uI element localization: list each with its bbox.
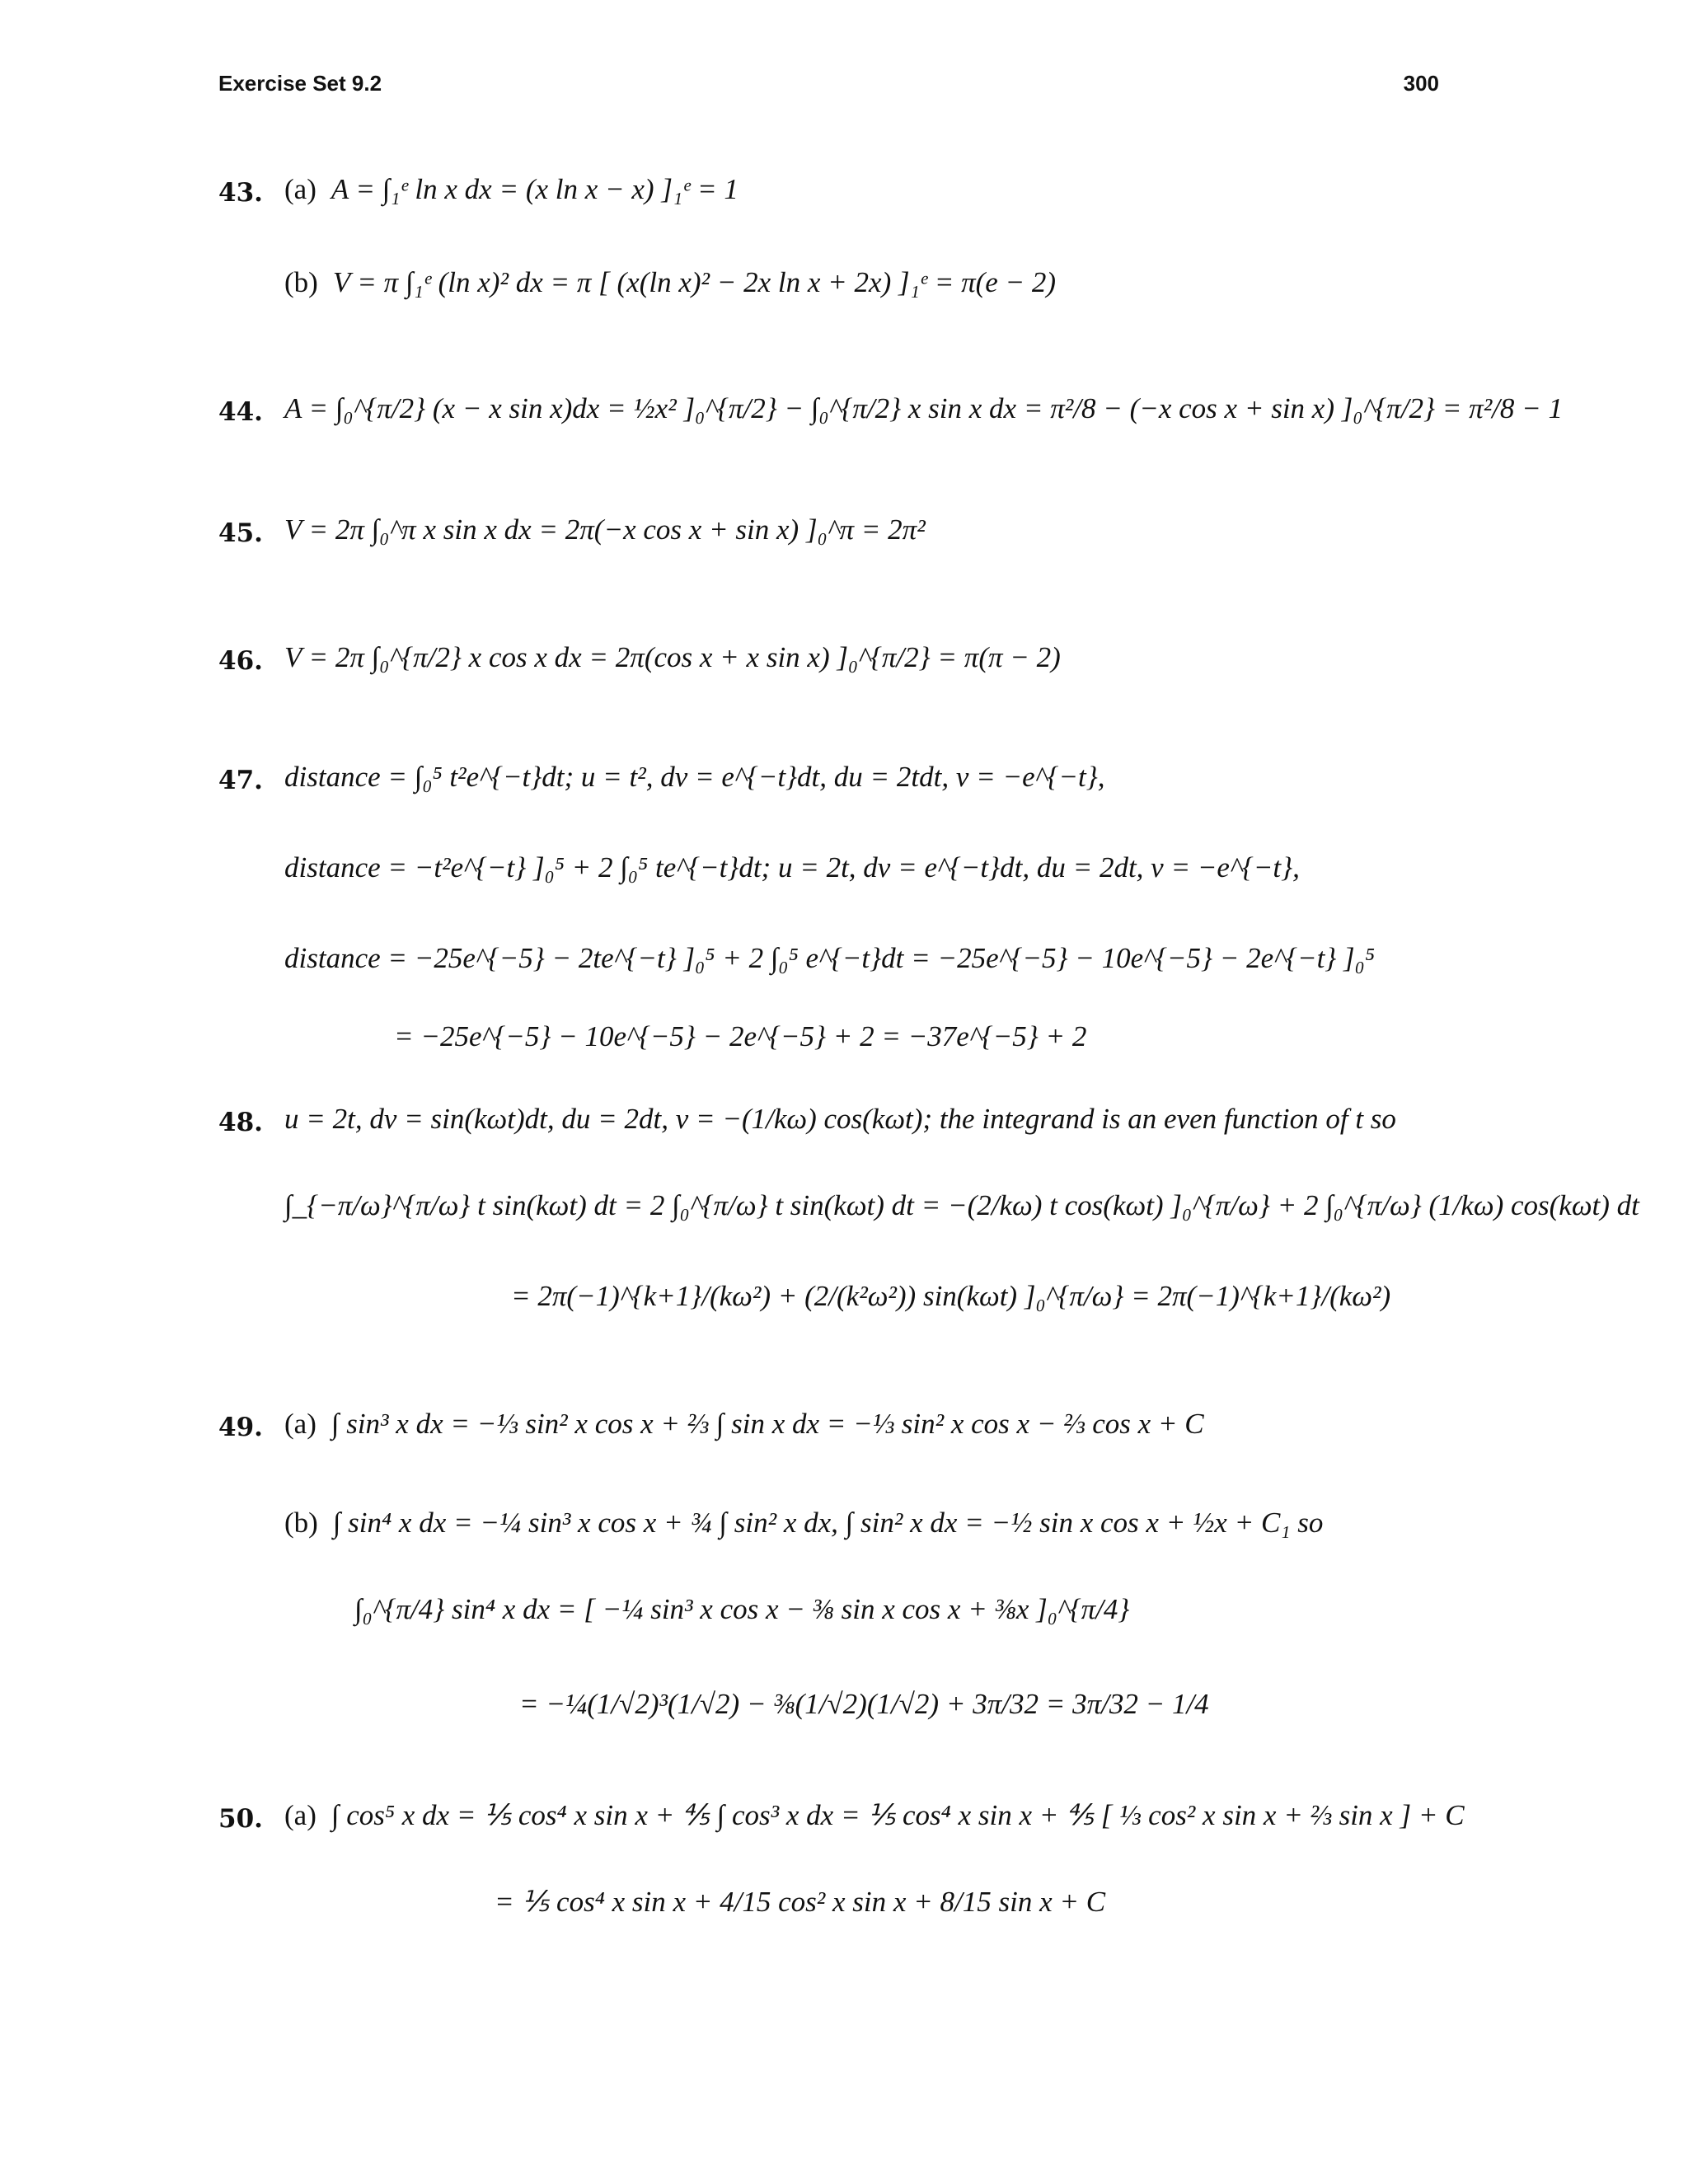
equation-text: V = 2π ∫₀^π x sin x dx = 2π(−x cos x + sin x) ]₀^π = 2π² — [284, 513, 926, 546]
equation-text: = ⅕ cos⁴ x sin x + 4/15 cos² x sin x + 8/15 sin x + C — [495, 1886, 1106, 1918]
equation-line — [284, 643, 1061, 672]
equation-text: ∫ sin⁴ x dx = −¼ sin³ x cos x + ¾ ∫ sin² x dx, ∫ sin² x dx = −½ sin x cos x + ½x + C₁ so — [332, 1507, 1324, 1539]
problem-number: 46. — [218, 646, 263, 676]
problem-number: 50. — [218, 1804, 263, 1834]
equation-line — [511, 1282, 1390, 1310]
equation-text: = −¼(1/√2)³(1/√2) − ⅜(1/√2)(1/√2) + 3π/32 = 3π/32 − 1/4 — [519, 1688, 1209, 1720]
problem-number: 44. — [218, 397, 263, 427]
part-label: (a) — [284, 1408, 316, 1440]
problem-number: 47. — [218, 766, 263, 795]
equation-line — [519, 1690, 1209, 1718]
equation-text: distance = −t²e^{−t} ]₀⁵ + 2 ∫₀⁵ te^{−t}dt; u = 2t, dv = e^{−t}dt, du = 2dt, v = −e^{−t}, — [284, 851, 1300, 883]
part-label: (a) — [284, 1799, 316, 1831]
equation-line — [284, 1191, 1639, 1220]
equation-line — [284, 1508, 1323, 1537]
section-title: Exercise Set 9.2 — [218, 71, 382, 96]
part-label: (a) — [284, 173, 316, 205]
equation-line — [354, 1595, 1129, 1624]
equation-text: V = π ∫₁ᵉ (ln x)² dx = π [ (x(ln x)² − 2x ln x + 2x) ]₁ᵉ = π(e − 2) — [332, 266, 1057, 298]
equation-text: ∫_{−π/ω}^{π/ω} t sin(kωt) dt = 2 ∫₀^{π/ω} t sin(kωt) dt = −(2/kω) t cos(kωt) ]₀^{π/ω} + 2 ∫₀^{π/ω} (1/kω) cos(kωt) dt — [284, 1189, 1639, 1221]
page-number: 300 — [1403, 71, 1439, 96]
equation-text: ∫ cos⁵ x dx = ⅕ cos⁴ x sin x + ⅘ ∫ cos³ x dx = ⅕ cos⁴ x sin x + ⅘ [ ⅓ cos² x sin x + ⅔ sin x ] + C — [331, 1799, 1465, 1831]
equation-text: u = 2t, dv = sin(kωt)dt, du = 2dt, v = −(1/kω) cos(kωt); the integrand is an even function of t so — [284, 1103, 1396, 1135]
equation-line — [284, 944, 1375, 972]
equation-line — [284, 1104, 1396, 1133]
equation-text: A = ∫₀^{π/2} (x − x sin x)dx = ½x² ]₀^{π/2} − ∫₀^{π/2} x sin x dx = π²/8 − (−x cos x + sin x) ]₀^{π/2} = π²/8 − 1 — [284, 392, 1564, 424]
problem-number: 48. — [218, 1108, 263, 1137]
equation-line — [284, 268, 1056, 297]
equation-line — [284, 1801, 1465, 1830]
equation-text: ∫ sin³ x dx = −⅓ sin² x cos x + ⅔ ∫ sin x dx = −⅓ sin² x cos x − ⅔ cos x + C — [331, 1408, 1204, 1440]
equation-text: distance = −25e^{−5} − 2te^{−t} ]₀⁵ + 2 ∫₀⁵ e^{−t}dt = −25e^{−5} − 10e^{−5} − 2e^{−t} ]₀⁵ — [284, 942, 1376, 974]
equation-line — [284, 762, 1104, 791]
problem-number: 43. — [218, 178, 263, 208]
part-label: (b) — [284, 266, 318, 298]
equation-text: = −25e^{−5} − 10e^{−5} − 2e^{−5} + 2 = −37e^{−5} + 2 — [394, 1020, 1087, 1052]
problem-number: 49. — [218, 1413, 263, 1442]
problem-number: 45. — [218, 518, 263, 548]
equation-text: distance = ∫₀⁵ t²e^{−t}dt; u = t², dv = e^{−t}dt, du = 2tdt, v = −e^{−t}, — [284, 761, 1105, 793]
equation-line — [284, 394, 1563, 423]
equation-text: = 2π(−1)^{k+1}/(kω²) + (2/(k²ω²)) sin(kωt) ]₀^{π/ω} = 2π(−1)^{k+1}/(kω²) — [511, 1280, 1391, 1312]
part-label: (b) — [284, 1507, 318, 1539]
equation-line — [284, 175, 738, 204]
equation-line — [284, 515, 926, 544]
equation-text: V = 2π ∫₀^{π/2} x cos x dx = 2π(cos x + x sin x) ]₀^{π/2} = π(π − 2) — [284, 641, 1061, 673]
equation-line — [284, 853, 1300, 882]
equation-line — [394, 1022, 1086, 1051]
equation-line — [495, 1887, 1105, 1916]
equation-text: ∫₀^{π/4} sin⁴ x dx = [ −¼ sin³ x cos x − ⅜ sin x cos x + ⅜x ]₀^{π/4} — [354, 1593, 1130, 1625]
equation-text: A = ∫₁ᵉ ln x dx = (x ln x − x) ]₁ᵉ = 1 — [331, 173, 738, 205]
equation-line — [284, 1409, 1204, 1438]
